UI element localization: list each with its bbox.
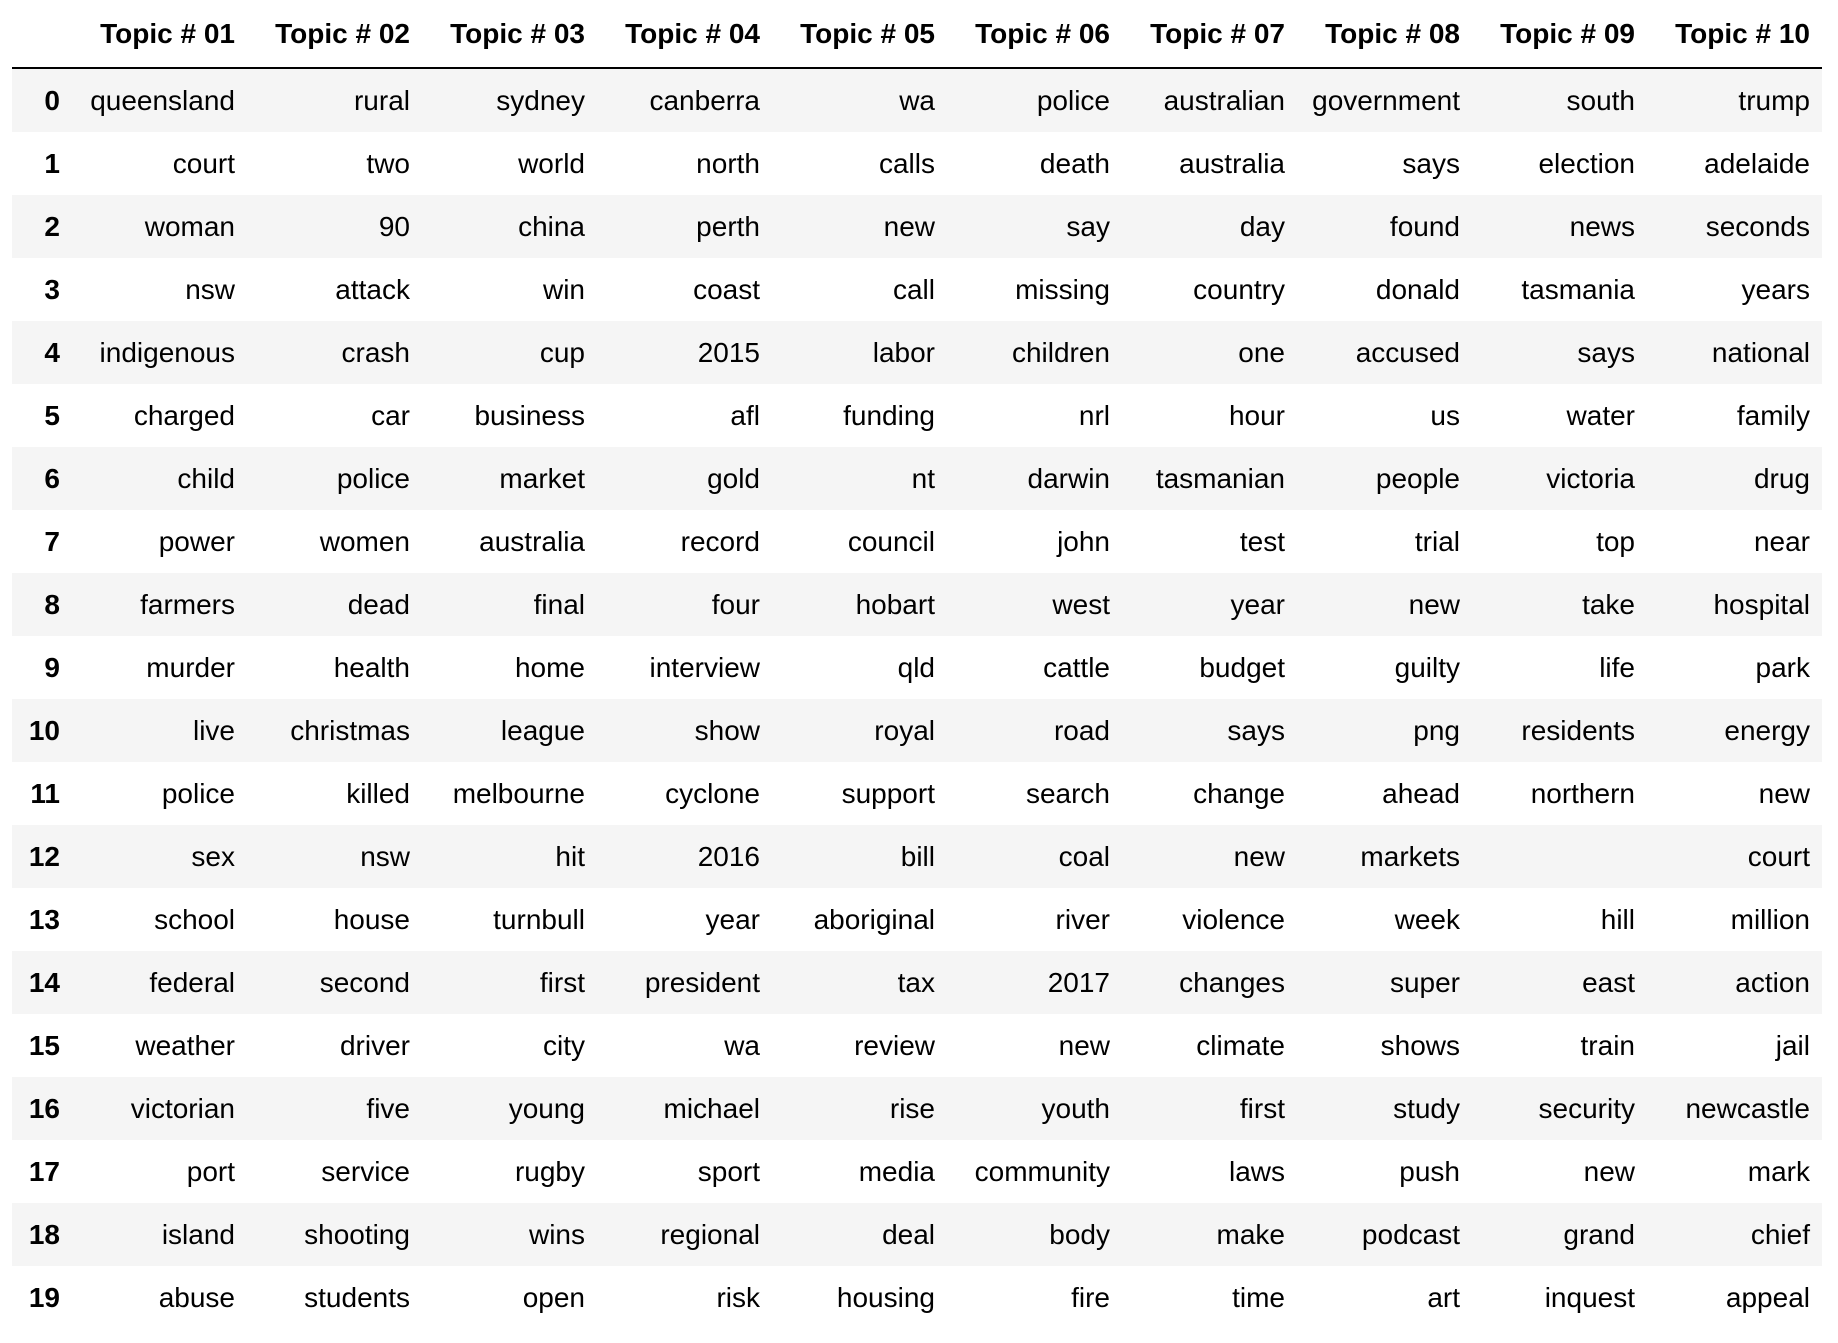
table-cell: weather bbox=[135, 1029, 235, 1061]
table-cell: search bbox=[1025, 777, 1110, 809]
table-row bbox=[12, 1203, 1822, 1266]
table-cell: second bbox=[319, 966, 410, 998]
table-cell: north bbox=[696, 147, 760, 179]
table-cell: mark bbox=[1747, 1155, 1810, 1187]
table-cell: sport bbox=[697, 1155, 760, 1187]
table-cell: china bbox=[518, 210, 585, 242]
table-cell: death bbox=[1039, 147, 1110, 179]
table-cell: say bbox=[1066, 210, 1110, 242]
table-cell: election bbox=[1538, 147, 1635, 179]
table-cell: years bbox=[1741, 273, 1810, 305]
table-cell: australian bbox=[1163, 84, 1285, 116]
table-cell: million bbox=[1730, 903, 1810, 935]
table-cell: live bbox=[192, 714, 235, 746]
table-cell: hour bbox=[1228, 399, 1285, 431]
table-cell: first bbox=[1239, 1092, 1285, 1124]
table-cell: new bbox=[883, 210, 935, 242]
table-cell: west bbox=[1052, 588, 1110, 620]
table-cell: federal bbox=[149, 966, 235, 998]
table-cell: indigenous bbox=[99, 336, 235, 368]
table-cell: budget bbox=[1199, 651, 1285, 683]
table-cell: win bbox=[542, 273, 585, 305]
table-cell: changes bbox=[1179, 966, 1285, 998]
table-cell: test bbox=[1239, 525, 1285, 557]
table-cell: port bbox=[186, 1155, 235, 1187]
table-cell: john bbox=[1057, 525, 1110, 557]
column-header: Topic # 08 bbox=[1297, 0, 1472, 68]
row-index: 2 bbox=[44, 210, 60, 242]
table-cell: road bbox=[1053, 714, 1110, 746]
table-cell: wa bbox=[724, 1029, 760, 1061]
table-cell: victorian bbox=[130, 1092, 235, 1124]
table-cell: residents bbox=[1521, 714, 1635, 746]
column-header: Topic # 10 bbox=[1647, 0, 1822, 68]
table-cell: driver bbox=[339, 1029, 410, 1061]
table-cell: government bbox=[1312, 84, 1460, 116]
table-cell: river bbox=[1055, 903, 1110, 935]
table-cell: family bbox=[1736, 399, 1810, 431]
table-cell: new bbox=[1058, 1029, 1110, 1061]
row-index: 7 bbox=[44, 525, 60, 557]
table-row bbox=[12, 1266, 1822, 1329]
table-cell: hobart bbox=[855, 588, 935, 620]
table-row bbox=[12, 888, 1822, 951]
table-cell: call bbox=[892, 273, 935, 305]
table-cell: year bbox=[1230, 588, 1285, 620]
table-cell: day bbox=[1239, 210, 1285, 242]
table-cell: world bbox=[518, 147, 585, 179]
table-cell: children bbox=[1011, 336, 1110, 368]
row-index: 12 bbox=[28, 840, 60, 872]
table-row bbox=[12, 195, 1822, 258]
table-cell: trial bbox=[1414, 525, 1460, 557]
table-cell: podcast bbox=[1361, 1218, 1460, 1250]
table-cell: child bbox=[177, 462, 235, 494]
table-row bbox=[12, 636, 1822, 699]
table-cell: 2015 bbox=[697, 336, 760, 368]
table-cell: news bbox=[1569, 210, 1635, 242]
table-cell: queensland bbox=[90, 84, 235, 116]
table-cell: newcastle bbox=[1685, 1092, 1810, 1124]
row-index: 18 bbox=[28, 1218, 60, 1250]
table-cell: attack bbox=[335, 273, 410, 305]
row-index: 10 bbox=[28, 714, 60, 746]
column-header: Topic # 09 bbox=[1472, 0, 1647, 68]
table-cell: open bbox=[522, 1281, 585, 1313]
table-cell: time bbox=[1232, 1281, 1285, 1313]
table-cell: risk bbox=[716, 1281, 760, 1313]
table-cell: year bbox=[705, 903, 760, 935]
table-cell: security bbox=[1538, 1092, 1635, 1124]
table-cell: tasmania bbox=[1521, 273, 1635, 305]
column-header: Topic # 03 bbox=[422, 0, 597, 68]
table-cell: turnbull bbox=[493, 903, 585, 935]
table-cell: house bbox=[333, 903, 410, 935]
table-cell: wins bbox=[528, 1218, 585, 1250]
table-row bbox=[12, 762, 1822, 825]
table-cell: crash bbox=[341, 336, 410, 368]
row-index: 19 bbox=[28, 1281, 60, 1313]
table-cell: school bbox=[154, 903, 235, 935]
table-cell: northern bbox=[1530, 777, 1635, 809]
table-cell: business bbox=[474, 399, 585, 431]
table-cell: housing bbox=[836, 1281, 935, 1313]
table-row bbox=[12, 1140, 1822, 1203]
table-cell: push bbox=[1399, 1155, 1460, 1187]
table-cell: cyclone bbox=[665, 777, 760, 809]
table-cell: interview bbox=[649, 651, 760, 683]
table-cell: labor bbox=[872, 336, 935, 368]
table-cell: four bbox=[711, 588, 760, 620]
table-cell: murder bbox=[146, 651, 235, 683]
table-cell: png bbox=[1413, 714, 1460, 746]
table-cell: youth bbox=[1041, 1092, 1110, 1124]
table-cell: review bbox=[854, 1029, 935, 1061]
row-index: 3 bbox=[44, 273, 60, 305]
table-cell: energy bbox=[1724, 714, 1810, 746]
table-row bbox=[12, 699, 1822, 762]
table-cell: abuse bbox=[158, 1281, 235, 1313]
table-cell: jail bbox=[1775, 1029, 1810, 1061]
row-index: 5 bbox=[44, 399, 60, 431]
table-cell: police bbox=[336, 462, 410, 494]
table-cell: funding bbox=[843, 399, 935, 431]
table-cell: shows bbox=[1380, 1029, 1460, 1061]
table-cell: sydney bbox=[496, 84, 585, 116]
table-cell: violence bbox=[1182, 903, 1285, 935]
table-cell: shooting bbox=[304, 1218, 410, 1250]
table-cell: says bbox=[1402, 147, 1460, 179]
table-cell: accused bbox=[1355, 336, 1460, 368]
row-index: 1 bbox=[44, 147, 60, 179]
column-header: Topic # 07 bbox=[1122, 0, 1297, 68]
table-row bbox=[12, 321, 1822, 384]
table-row bbox=[12, 573, 1822, 636]
table-cell: service bbox=[321, 1155, 410, 1187]
table-cell: take bbox=[1582, 588, 1635, 620]
table-cell: court bbox=[1747, 840, 1810, 872]
row-index: 16 bbox=[28, 1092, 60, 1124]
table-row bbox=[12, 825, 1822, 888]
row-index: 8 bbox=[44, 588, 60, 620]
table-cell: island bbox=[161, 1218, 235, 1250]
table-cell: train bbox=[1580, 1029, 1635, 1061]
table-cell: change bbox=[1193, 777, 1285, 809]
table-cell: five bbox=[366, 1092, 410, 1124]
table-cell: seconds bbox=[1705, 210, 1810, 242]
table-cell: first bbox=[539, 966, 585, 998]
table-cell: farmers bbox=[140, 588, 235, 620]
table-cell: car bbox=[371, 399, 410, 431]
table-cell: make bbox=[1216, 1218, 1285, 1250]
table-cell: cattle bbox=[1043, 651, 1110, 683]
table-cell: afl bbox=[730, 399, 760, 431]
table-cell: ahead bbox=[1382, 777, 1460, 809]
table-cell: league bbox=[500, 714, 585, 746]
table-cell: new bbox=[1408, 588, 1460, 620]
table-cell: support bbox=[841, 777, 935, 809]
table-cell: aboriginal bbox=[813, 903, 935, 935]
table-cell: police bbox=[161, 777, 235, 809]
table-cell: east bbox=[1582, 966, 1635, 998]
row-index: 9 bbox=[44, 651, 60, 683]
index-header bbox=[12, 0, 72, 68]
table-body bbox=[12, 68, 1822, 1329]
table-cell: show bbox=[694, 714, 760, 746]
table-cell: gold bbox=[707, 462, 760, 494]
table-cell: action bbox=[1735, 966, 1810, 998]
table-cell: police bbox=[1036, 84, 1110, 116]
table-cell: missing bbox=[1015, 273, 1110, 305]
table-cell: health bbox=[333, 651, 410, 683]
table-cell: fire bbox=[1071, 1281, 1110, 1313]
table-cell: court bbox=[172, 147, 235, 179]
table-cell: two bbox=[366, 147, 410, 179]
table-cell: life bbox=[1599, 651, 1635, 683]
table-cell: calls bbox=[878, 147, 935, 179]
table-cell: president bbox=[644, 966, 760, 998]
table-cell: wa bbox=[899, 84, 935, 116]
table-cell: hit bbox=[555, 840, 585, 872]
row-index: 11 bbox=[30, 777, 60, 809]
column-header: Topic # 01 bbox=[72, 0, 247, 68]
table-cell: appeal bbox=[1725, 1281, 1810, 1313]
column-header: Topic # 02 bbox=[247, 0, 422, 68]
table-cell: drug bbox=[1753, 462, 1810, 494]
table-cell: qld bbox=[897, 651, 935, 683]
table-cell: markets bbox=[1360, 840, 1460, 872]
table-cell: cup bbox=[539, 336, 585, 368]
table-cell: coast bbox=[693, 273, 760, 305]
table-cell: rugby bbox=[514, 1155, 585, 1187]
table-cell: young bbox=[508, 1092, 585, 1124]
table-cell: near bbox=[1753, 525, 1810, 557]
table-cell: hospital bbox=[1713, 588, 1810, 620]
row-index: 15 bbox=[28, 1029, 60, 1061]
table-cell: art bbox=[1427, 1281, 1460, 1313]
table-cell: super bbox=[1389, 966, 1460, 998]
header-row bbox=[12, 0, 1822, 68]
table-cell: royal bbox=[874, 714, 935, 746]
table-row bbox=[12, 447, 1822, 510]
table-cell: australia bbox=[1179, 147, 1285, 179]
table-cell: bill bbox=[900, 840, 935, 872]
row-index: 13 bbox=[28, 903, 60, 935]
table-row bbox=[12, 384, 1822, 447]
table-cell: sex bbox=[191, 840, 235, 872]
table-cell: christmas bbox=[290, 714, 410, 746]
table-cell: rise bbox=[889, 1092, 935, 1124]
table-cell: community bbox=[974, 1155, 1110, 1187]
table-cell: nsw bbox=[185, 273, 235, 305]
table-cell: 2016 bbox=[697, 840, 760, 872]
table-cell: deal bbox=[882, 1218, 935, 1250]
row-index: 14 bbox=[28, 966, 60, 998]
table-cell: nt bbox=[911, 462, 935, 494]
table-cell: one bbox=[1238, 336, 1285, 368]
row-index: 17 bbox=[28, 1155, 60, 1187]
table-cell: media bbox=[858, 1155, 935, 1187]
table-cell: regional bbox=[660, 1218, 760, 1250]
table-cell: country bbox=[1193, 273, 1285, 305]
table-cell: melbourne bbox=[452, 777, 585, 809]
table-cell: laws bbox=[1228, 1155, 1285, 1187]
column-header: Topic # 04 bbox=[597, 0, 772, 68]
table-cell: people bbox=[1375, 462, 1460, 494]
table-cell: women bbox=[319, 525, 410, 557]
table-cell: grand bbox=[1563, 1218, 1635, 1250]
table-cell: says bbox=[1227, 714, 1285, 746]
table-cell: canberra bbox=[649, 84, 760, 116]
table-cell: coal bbox=[1058, 840, 1110, 872]
table-cell: rural bbox=[353, 84, 410, 116]
table-cell: market bbox=[499, 462, 585, 494]
table-row bbox=[12, 68, 1822, 132]
table-cell: tasmanian bbox=[1155, 462, 1285, 494]
table-row bbox=[12, 258, 1822, 321]
table-cell: students bbox=[304, 1281, 410, 1313]
table-cell: hill bbox=[1600, 903, 1635, 935]
table-cell: donald bbox=[1375, 273, 1460, 305]
table-cell: week bbox=[1394, 903, 1460, 935]
table-cell: record bbox=[680, 525, 760, 557]
table-cell: city bbox=[543, 1029, 585, 1061]
table-cell: south bbox=[1566, 84, 1635, 116]
table-header bbox=[12, 0, 1822, 68]
table-row bbox=[12, 132, 1822, 195]
table-row bbox=[12, 1014, 1822, 1077]
table-cell: new bbox=[1583, 1155, 1635, 1187]
table-cell: perth bbox=[696, 210, 760, 242]
table-cell: dead bbox=[347, 588, 410, 620]
table-cell: council bbox=[847, 525, 935, 557]
table-cell: climate bbox=[1196, 1029, 1285, 1061]
table-cell: tax bbox=[897, 966, 935, 998]
table-cell: guilty bbox=[1394, 651, 1460, 683]
table-cell: inquest bbox=[1544, 1281, 1635, 1313]
table-cell: victoria bbox=[1546, 462, 1635, 494]
table-cell: 2017 bbox=[1047, 966, 1110, 998]
table-row bbox=[12, 1077, 1822, 1140]
row-index: 0 bbox=[44, 84, 60, 116]
table-cell: water bbox=[1566, 399, 1635, 431]
table-cell: woman bbox=[144, 210, 235, 242]
table-cell: final bbox=[533, 588, 585, 620]
table-cell: new bbox=[1233, 840, 1285, 872]
table-cell: national bbox=[1711, 336, 1810, 368]
column-header: Topic # 05 bbox=[772, 0, 947, 68]
table-cell: power bbox=[158, 525, 235, 557]
table-cell: 90 bbox=[378, 210, 410, 242]
table-cell: darwin bbox=[1027, 462, 1110, 494]
table-cell: killed bbox=[346, 777, 410, 809]
table-row bbox=[12, 951, 1822, 1014]
table-cell: michael bbox=[663, 1092, 760, 1124]
row-index: 6 bbox=[44, 462, 60, 494]
table-cell: chief bbox=[1750, 1218, 1810, 1250]
table-row bbox=[12, 510, 1822, 573]
table-cell: charged bbox=[133, 399, 235, 431]
table-cell bbox=[1472, 825, 1647, 888]
table-cell: top bbox=[1596, 525, 1635, 557]
topics-dataframe bbox=[12, 0, 1822, 1329]
column-header: Topic # 06 bbox=[947, 0, 1122, 68]
table-cell: study bbox=[1393, 1092, 1460, 1124]
table-cell: trump bbox=[1738, 84, 1810, 116]
table-cell: us bbox=[1430, 399, 1460, 431]
table-cell: australia bbox=[479, 525, 585, 557]
table-cell: body bbox=[1049, 1218, 1110, 1250]
table-cell: nsw bbox=[360, 840, 410, 872]
table-cell: nrl bbox=[1078, 399, 1110, 431]
table-cell: found bbox=[1389, 210, 1460, 242]
table-cell: park bbox=[1755, 651, 1810, 683]
table-cell: adelaide bbox=[1704, 147, 1810, 179]
row-index: 4 bbox=[44, 336, 60, 368]
table-cell: home bbox=[514, 651, 585, 683]
table-cell: new bbox=[1758, 777, 1810, 809]
table-cell: says bbox=[1577, 336, 1635, 368]
